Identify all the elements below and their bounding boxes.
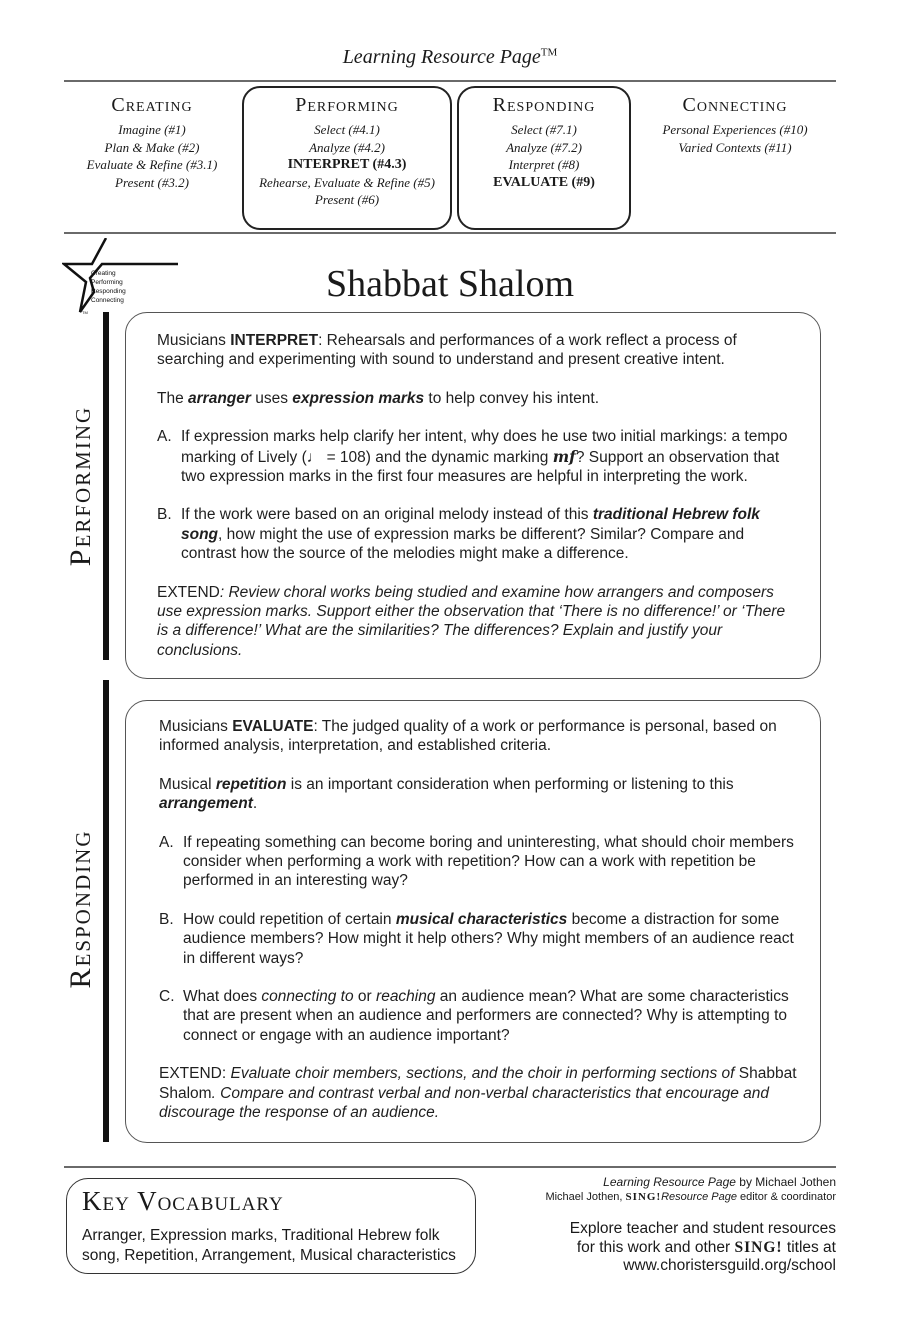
logo-line: Creating	[91, 270, 116, 277]
performing-extend: EXTEND: Review choral works being studied and examine how arrangers and composers use expression marks. Support either the observation that ‘There is no difference!’ or ‘There is a difference!’ What are the similarities? The differences? Explain and justify your conclusions.	[157, 583, 786, 659]
performing-question-b: B. If the work were based on an original melody instead of this traditional Hebrew folk song, how might the use of expression marks be different? Similar? Compare and contrast how the source of the melodies might make a difference.	[157, 506, 760, 563]
column-connecting	[650, 94, 820, 156]
column-item: Analyze (#7.2)	[506, 139, 582, 155]
dynamic-marking-mf: mf	[552, 446, 576, 466]
responding-side-bar	[103, 680, 109, 1142]
performing-arranger-note: The arranger uses expression marks to help convey his intent.	[157, 389, 600, 407]
responding-repetition-note: Musical repetition is an important consideration when performing or listening to this arrangement.	[159, 775, 734, 813]
column-title: Connecting	[682, 94, 788, 116]
column-item-highlight: INTERPRET (#4.3)	[287, 157, 407, 173]
performing-intro: Musicians INTERPRET: Rehearsals and performances of a work reflect a process of searching and experimenting with sound to understand and present creative intent.	[157, 332, 737, 369]
performing-section-text	[157, 331, 797, 679]
responding-extend: EXTEND: Evaluate choir members, sections, and the choir in performing sections of Shabbat Shalom. Compare and contrast verbal and non-verbal characteristics that encourage and discourage the response of an audience.	[159, 1065, 797, 1122]
logo-tm: TM	[82, 310, 88, 315]
column-item: Present (#6)	[314, 192, 380, 208]
credit-editor: Michael Jothen, SING!Resource Page editor & coordinator	[545, 1191, 836, 1203]
page-title: Shabbat Shalom	[325, 263, 575, 305]
responding-question-a: A. If repeating something can become boring and uninteresting, what should choir members consider when performing a work with repetition? How can a work with repetition be performed in an interesting way?	[159, 833, 794, 890]
column-title: Performing	[295, 94, 399, 116]
website-link[interactable]: www.choristersguild.org/school	[623, 1257, 836, 1274]
responding-intro: Musicians EVALUATE: The judged quality of a work or performance is personal, based on informed analysis, interpretation, and established criteria.	[159, 718, 777, 755]
column-title: Responding	[492, 94, 596, 116]
credit-author: Learning Resource Page by Michael Jothen	[603, 1175, 836, 1189]
responding-question-b: B. How could repetition of certain musical characteristics become a distraction for some audience members? How might it help others? Why might members of an audience react in different ways?	[159, 910, 794, 967]
sing-logo: SING!	[625, 1191, 662, 1203]
column-item: Rehearse, Evaluate & Refine (#5)	[259, 174, 435, 190]
responding-section-text	[159, 717, 805, 1142]
performing-side-bar	[103, 312, 109, 660]
header-divider	[64, 80, 836, 82]
column-item: Interpret (#8)	[508, 157, 580, 173]
resource-page-header	[0, 46, 900, 69]
column-item: Analyze (#4.2)	[309, 139, 385, 155]
performing-side-label: Performing	[64, 405, 97, 567]
column-item: Select (#4.1)	[314, 122, 380, 137]
logo-line: Responding	[91, 288, 126, 295]
column-item: Plan & Make (#2)	[104, 139, 200, 155]
columns-divider	[64, 232, 836, 234]
column-responding	[459, 94, 629, 191]
vocabulary-text: Arranger, Expression marks, Traditional Hebrew folk song, Repetition, Arrangement, Musical characteristics	[82, 1227, 456, 1264]
column-item-highlight: EVALUATE (#9)	[493, 174, 595, 190]
footer-divider	[64, 1166, 836, 1168]
column-item: Select (#7.1)	[511, 122, 577, 137]
column-performing	[244, 94, 450, 209]
column-item: Evaluate & Refine (#3.1)	[86, 157, 218, 173]
column-item: Personal Experiences (#10)	[662, 122, 808, 137]
logo-line: Performing	[91, 279, 123, 286]
header-title: Learning Resource Page	[342, 46, 541, 68]
sing-logo: SING!	[734, 1238, 783, 1256]
responding-question-c: C. What does connecting to or reaching an audience mean? What are some characteristics that are present when an audience and performers are connected? Why is attempting to connect or engage with an audience important?	[159, 988, 789, 1044]
trademark: TM	[540, 46, 558, 59]
logo-line: Connecting	[91, 297, 124, 304]
column-creating	[72, 94, 232, 191]
responding-side-label: Responding	[64, 829, 97, 989]
column-title: Creating	[111, 94, 193, 116]
explore-resources: Explore teacher and student resources for this work and other SING! titles at www.choristersguild.org/school	[569, 1220, 836, 1274]
vocabulary-title: Key Vocabulary	[82, 1186, 284, 1216]
column-item: Present (#3.2)	[115, 174, 189, 190]
performing-question-a: A. If expression marks help clarify her intent, why does he use two initial markings: a tempo marking of Lively (♩ = 108) and the dynamic marking mf? Support an observation that two expression marks in the first four measures are helpful in interpreting the work.	[157, 428, 788, 486]
column-item: Imagine (#1)	[118, 122, 186, 137]
column-item: Varied Contexts (#11)	[678, 139, 792, 155]
